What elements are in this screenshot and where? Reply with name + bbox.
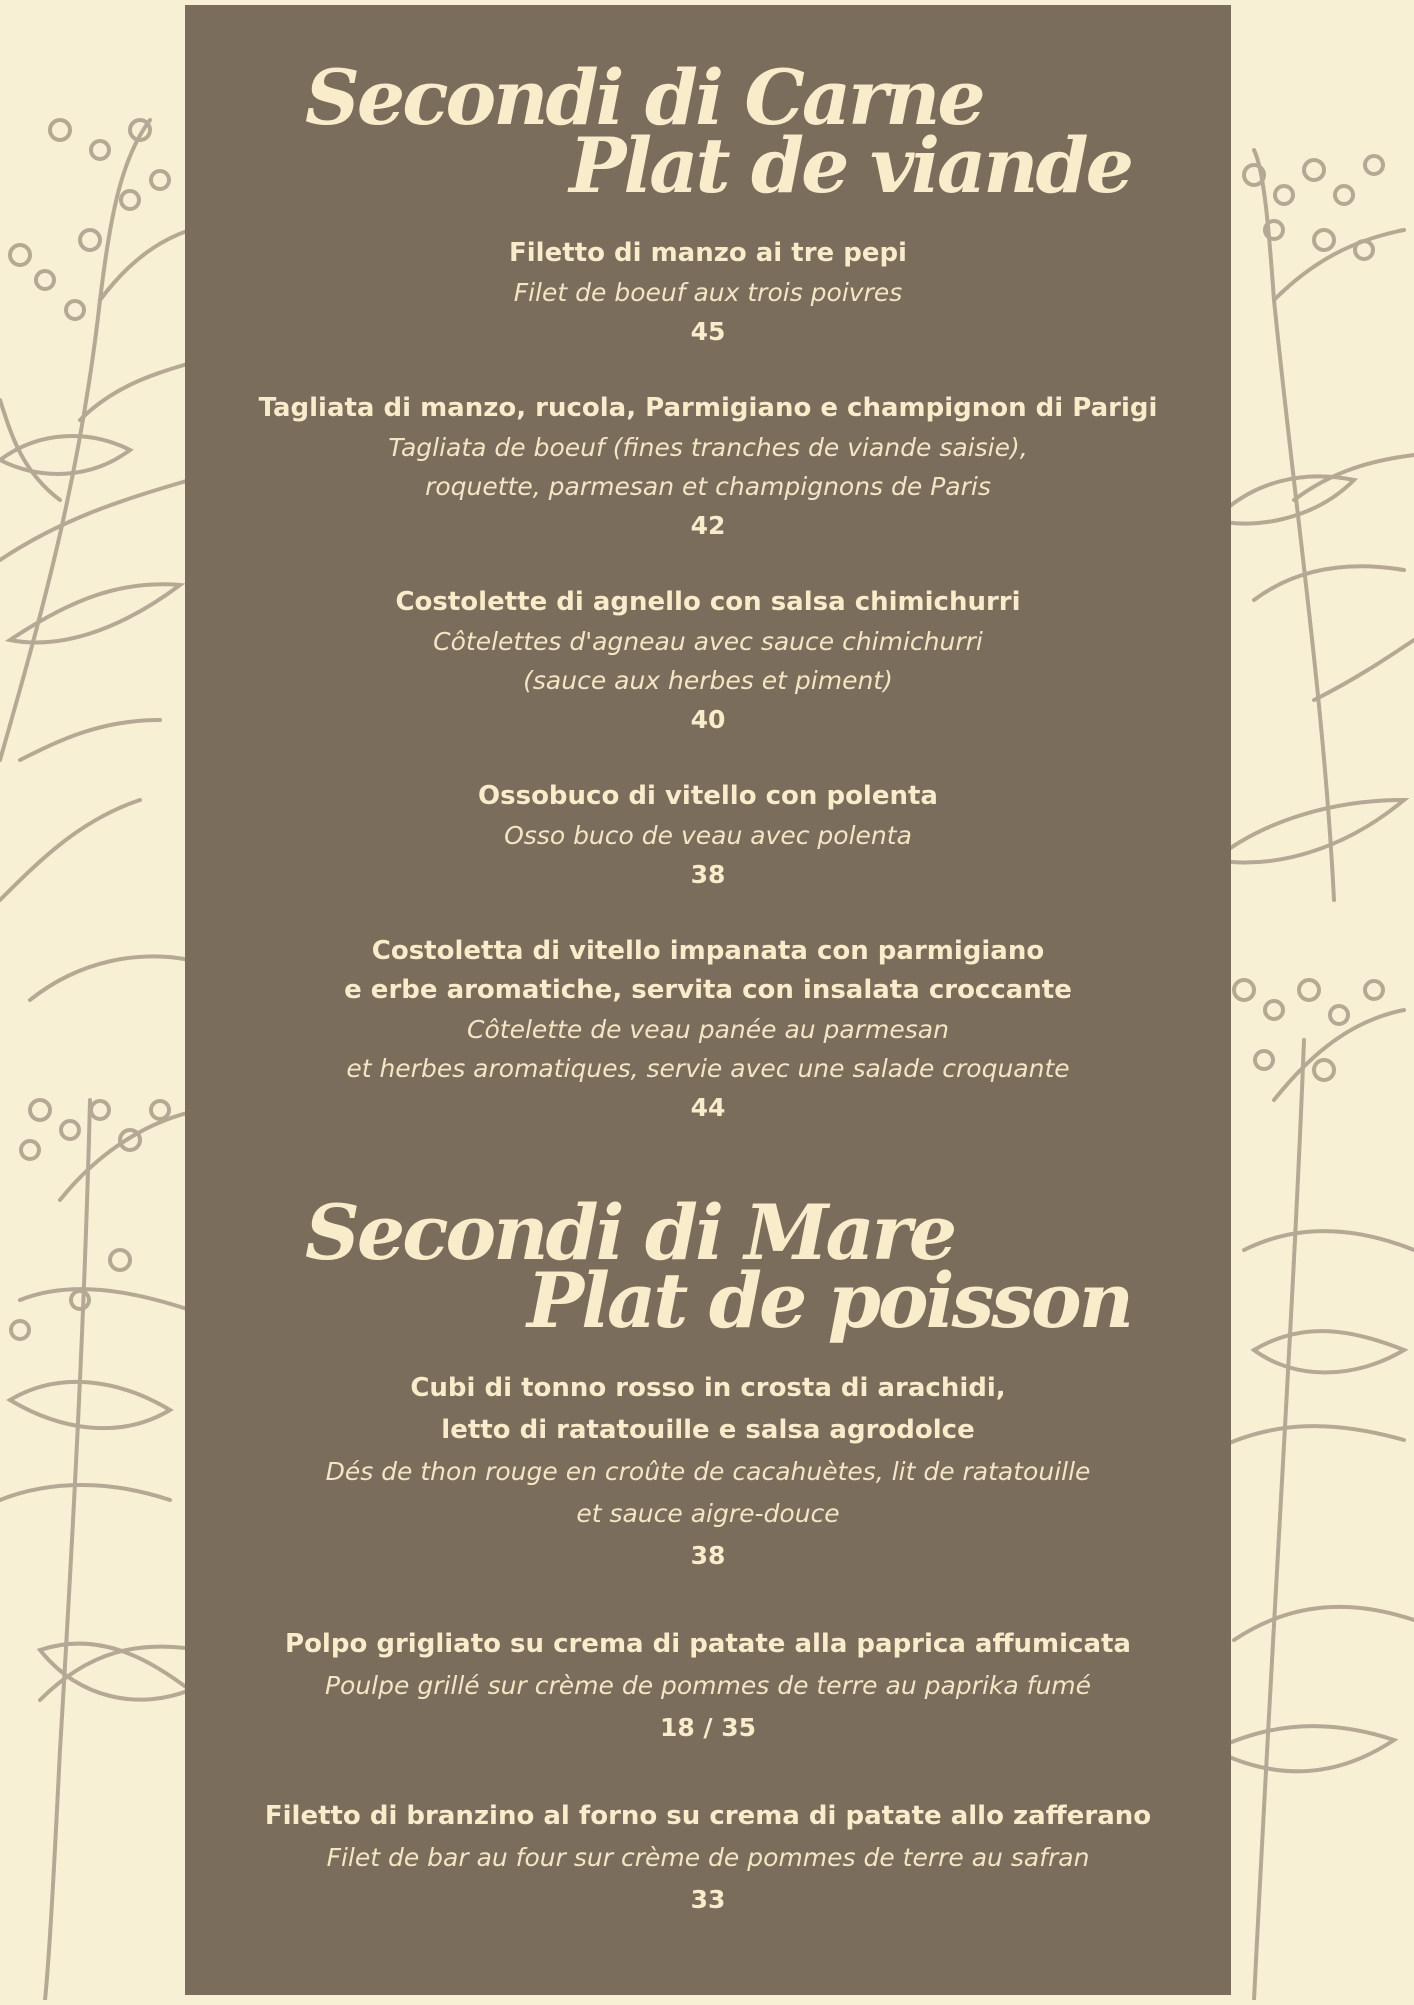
dish-price: 33 [690, 1885, 726, 1914]
dish-name-italian: Costoletta di vitello impanata con parmigiano e erbe aromatiche, servita con insalata croccante [344, 936, 1072, 1005]
dish-price: 38 [690, 1541, 726, 1570]
dish-list [185, 1367, 1231, 1921]
dish-name-italian: Costolette di agnello con salsa chimichurri [395, 587, 1021, 617]
menu-item [185, 932, 1231, 1127]
menu-panel [185, 5, 1231, 1995]
menu-item [185, 583, 1231, 739]
dish-name-italian: Cubi di tonno rosso in crosta di arachidi, letto di ratatouille e salsa agrodolce [410, 1373, 1006, 1445]
menu-item [185, 1623, 1231, 1749]
menu-item [185, 389, 1231, 545]
dish-price: 44 [690, 1093, 726, 1122]
botanical-illustration-right [1214, 0, 1414, 2000]
dish-name-french: Côtelette de veau panée au parmesan et herbes aromatiques, servie avec une salade croquante [346, 1015, 1070, 1083]
dish-price: 42 [690, 511, 726, 540]
dish-name-french: Tagliata de boeuf (fines tranches de viande saisie), roquette, parmesan et champignons de Paris [388, 433, 1028, 501]
dish-name-italian: Ossobuco di vitello con polenta [478, 781, 938, 811]
menu-item [185, 777, 1231, 894]
dish-list [185, 234, 1231, 1127]
dish-name-french: Filet de bar au four sur crème de pommes de terre au safran [326, 1843, 1090, 1872]
section-title-italian: Secondi di Carne [305, 53, 983, 142]
dish-price: 45 [690, 317, 726, 346]
section-title-italian: Secondi di Mare [305, 1188, 955, 1277]
menu-item [185, 1367, 1231, 1577]
dish-name-french: Poulpe grillé sur crème de pommes de terre au paprika fumé [324, 1671, 1092, 1700]
dish-price: 18 / 35 [659, 1713, 757, 1742]
menu-item [185, 234, 1231, 351]
botanical-illustration-left [0, 0, 200, 2000]
dish-name-french: Dés de thon rouge en croûte de cacahuètes, lit de ratatouille et sauce aigre-douce [325, 1457, 1091, 1528]
section-title-french: Plat de viande [569, 121, 1131, 210]
dish-name-italian: Filetto di branzino al forno su crema di patate allo zafferano [264, 1801, 1152, 1831]
dish-name-french: Osso buco de veau avec polenta [504, 821, 912, 850]
dish-name-italian: Filetto di manzo ai tre pepi [509, 238, 907, 268]
dish-name-french: Filet de boeuf aux trois poivres [513, 278, 903, 307]
dish-name-french: Côtelettes d'agneau avec sauce chimichurri (sauce aux herbes et piment) [433, 627, 983, 695]
section-meat-dishes [185, 53, 1231, 1165]
dish-price: 40 [690, 705, 726, 734]
dish-price: 38 [690, 860, 726, 889]
section-title-french: Plat de poisson [526, 1256, 1131, 1345]
menu-item [185, 1795, 1231, 1921]
dish-name-italian: Polpo grigliato su crema di patate alla paprica affumicata [285, 1629, 1131, 1659]
section-fish-dishes [185, 1188, 1231, 1967]
dish-name-italian: Tagliata di manzo, rucola, Parmigiano e champignon di Parigi [258, 393, 1158, 423]
